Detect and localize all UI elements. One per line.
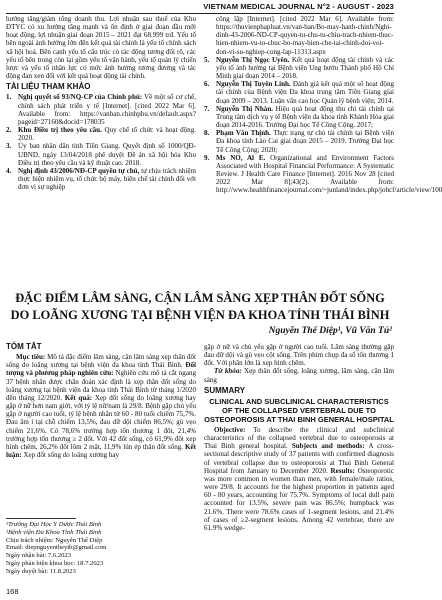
summary-vi-paragraph: Mục tiêu: Mô tả đặc điểm lâm sàng, cận lâm sàng xẹp thân đốt sống do loãng xương tại bệnh viện đa khoa tỉnh Thái Bình. Đối tượng và phương pháp nghiên cứu: Nghiên cứu mô tả cắt ngang 37 bệnh nhân được chẩn đoán xác định là xẹp thân đốt sống do loãng xương tại bệnh viện đa khoa tỉnh Thái Bình từ tháng 1/2020 đến tháng 12/2020. Kết quả: Xẹp đốt sống do loãng xương hay gặp ở nữ hơn nam giới, với tỷ lệ nữ/nam là 29/8. Bệnh gặp chủ yếu gặp ở người cao tuổi, tỷ lệ bệnh nhân từ 60 - 80 tuổi chiếm 75,7%. Đau âm ỉ tại chỗ chiếm 13,5%, đau dữ dội chiếm 86,5%; gù vẹo chiếm 21,6%. Có 78,6% trường hợp tổn thương 1 đốt, 21,4% trường hợp tổn thương ≥ 2 đốt. Với 42 đốt sống, có 61,9% đốt xẹp hình chêm, 26,2% đốt lõm 2 mặt, 11,9% lún ép thân đốt sống. Kết luận: Xẹp đốt sống do loãng xương hay (6, 353, 196, 460)
affiliation-1: ¹Trường Đại Học Y Dược Thái Bình (6, 521, 102, 528)
reference-list-left (6, 93, 196, 191)
summary-en-paragraph: Objective: To describe the clinical and subclinical characteristics of the collapsed vertebral due to osteoporosis at Thai Binh general hospital. Subjects and methods: A cross-sectional descriptive study of 37 patients with confirmed diagnosis of vertebral collapse due to osteoporosis at Thai Binh General Hospital from January to December 2020. Results: Osteoporotic was more common in women than men, with female/male ratios, were 29/8. It accounts for the highest proportion in patients aged 60 - 80 years, accounting for 75.7%. Symptoms of local dull pain accounted for 13.5%, severe pain was 86.5%; humpback was 21.6%. There were 78.6% cases of 1-segment lesions, and 21.4% of cases of ≥2-segment lesions. Among 42 vertebrae, there are 61.9% wedge- (204, 425, 394, 532)
reference-item: 9. Ms NO, Al E. Organizational and Environment Factors Associated with Hospital Financial Performance: A Systematic Review. J Health Care Finance [Internet]. 2016 Nov 28 [cited 2022 Mar 8];43(2). Available from: http://www.healthfinancejournal.com/~junland/index.php/johcf/article/view/100 (204, 153, 442, 195)
article-authors: Nguyễn Thế Diệp¹, Vũ Văn Tú² (268, 326, 392, 336)
footnotes (6, 521, 196, 576)
reference-item: 4. Nghị định 43/2006/NĐ-CP quyền tự chủ, tự chịu trách nhiệm thực hiện nhiệm vụ, tổ chức bộ máy, biên chế tài chính đối với đơn vị sự nghiệp (6, 166, 197, 192)
responsible-author: Chịu trách nhiệm: Nguyễn Thế Diệp (6, 536, 103, 544)
article-title (10, 290, 390, 323)
reference-item: 8. Phạm Văn Thịnh. Thực trạng tự chủ tài chính tại Bệnh viện Đa khoa tỉnh Lào Cai giai đoạn 2015 – 2019. Trường Đại học Tế Công Cộng; 2020; (204, 129, 394, 154)
summary-vi-heading: TÓM TẮT (6, 342, 42, 351)
reference-item: 3. Ủy ban nhân dân tỉnh Tiền Giang. Quyết định số 1000/QĐ-UBND, ngày 13/04/2018 phê duyệt Đề án xã hội hóa Khu Điều trị theo yêu cầu và kỹ thuật cao. 2018. (6, 142, 196, 167)
header-rule (6, 13, 394, 14)
article-title-line: DO LOÃNG XƯƠNG TẠI BỆNH VIỆN ĐA KHOA TỈNH THÁI BÌNH (10, 307, 390, 322)
reference-item: 5. Nguyễn Thị Ngọc Uyên. Kết quả hoạt động tài chính và các yếu tố ảnh hưởng tại Bệnh viện Ung bướu Thành phố Hồ Chí Minh giai đoạn 2014 – 2018. (204, 55, 394, 81)
keywords: Từ khóa: Xẹp thân đốt sống, loãng xương, lâm sàng, cận lâm sàng (204, 367, 394, 384)
english-title: CLINICAL AND SUBCLINICAL CHARACTERISTICS OF THE COLLAPSED VERTEBRAL DUE TO OSTEOPOROSIS AT THAI BINH GENERAL HOSPITAL (204, 396, 394, 424)
journal-header: VIETNAM MEDICAL JOURNAL N°2 - AUGUST - 2023 (203, 2, 394, 11)
left-column-bottom (6, 343, 196, 459)
right-column-bottom (204, 343, 394, 532)
date-reviewed: Ngày phản biện khoa học: 18.7.2023 (6, 559, 104, 567)
date-accepted: Ngày duyệt bài: 11.8.2023 (6, 567, 76, 575)
article-title-line: ĐẶC ĐIỂM LÂM SÀNG, CẬN LÂM SÀNG XẸP THÂN ĐỐT SỐNG (15, 291, 385, 305)
reference-item: 6. Nguyễn Thị Tuyên Linh. Đánh giá kết quả một số hoạt động tài chính của Bệnh viện Đa khoa trung tâm Tiền Giang giai đoạn 2009 – 2013. Luận văn cao học Quản lý bệnh viện; 2014. (204, 80, 394, 105)
summary-vi-continuation: gặp ở nữ và chủ yếu gặp ở người cao tuổi. Lâm sàng thường gặp đau dữ dội và gù vẹo cột sống. Trên phim chụp đa số tổn thương 1 đốt. Với phân lớn là xẹp hình chêm. (204, 343, 394, 368)
reference-item: 1. Nghị quyết số 93/NQ-CP của Chính phủ: Về một số cơ chế, chính sách phát triển y tế [Internet]. [cited 2022 Mar 6]. Available from: https://vanban.chinhphu.vn/default.aspx?pageid=27160&docid=178035 (6, 93, 196, 126)
intro-paragraph: hướng tăng/giảm tổng doanh thu. Lợi nhuận sau thuế của Khu ĐTYC có xu hướng tăng mạnh và ổn định ở giai đoạn đầu mới hoạt động, lợi nhuận giai đoạn 2015 – 2021 đạt 68.999 trđ. Yếu tố bên ngoài ảnh hưởng lớn đến kết quả tài chính là yếu tố chính sách xã hội hoá. Bên cạnh yếu tố cấu trúc có tác động tương đối rõ, các yếu tố bên trong còn lại gồm yếu tố vận hành, yếu tố quản lý chiến lược và yếu tố nhân lực có mức ảnh hưởng tương đương và tác động đan xen đối với kết quả hoạt động tài chính. (6, 15, 196, 81)
left-column-top (6, 15, 196, 191)
date-received: Ngày nhận bài: 7.6.2023 (6, 552, 72, 560)
reference-item: 2. Khu Điều trị theo yêu cầu. Quy chế tổ chức và hoạt động. 2020. (6, 126, 196, 143)
summary-en-heading: SUMMARY (204, 385, 246, 395)
right-column-top (204, 15, 442, 195)
reference-list-right (204, 55, 442, 195)
author-email: Email: diepnguyentheytb@gmail.com (6, 544, 107, 552)
page-number: 168 (6, 587, 19, 596)
references-heading: TÀI LIỆU THAM KHẢO (6, 82, 91, 92)
affiliation-2: ²Bệnh viện Đa Khoa Tỉnh Thái Bình (6, 528, 102, 536)
footnote-rule (6, 518, 76, 519)
reference-continuation: công lập [Internet]. [cited 2022 Mar 6]. Available from: https://thuvienphapluat.vn/van-ban/Bo-may-hanh-chinh/Nghi-dinh-43-2006-ND-CP-quyen-tu-chu-tu-chiu-trach-nhiem-thuc-hien-nhiem-vu-to-chuc-bo-may-bien-che-tai-chinh-doi-voi-don-vi-su-nghiep-cong-lap-11313.aspx (216, 15, 394, 56)
reference-item: 7. Nguyễn Thị Nhàn. Hiệu quả hoạt động thu chi tài chính tại Trung tâm dịch vụ y tế Bệnh viện đa khoa tỉnh Khánh Hòa giai đoạn 2014-2016. Trường Đại học Tế Công Cộng. 2017; (204, 104, 394, 130)
